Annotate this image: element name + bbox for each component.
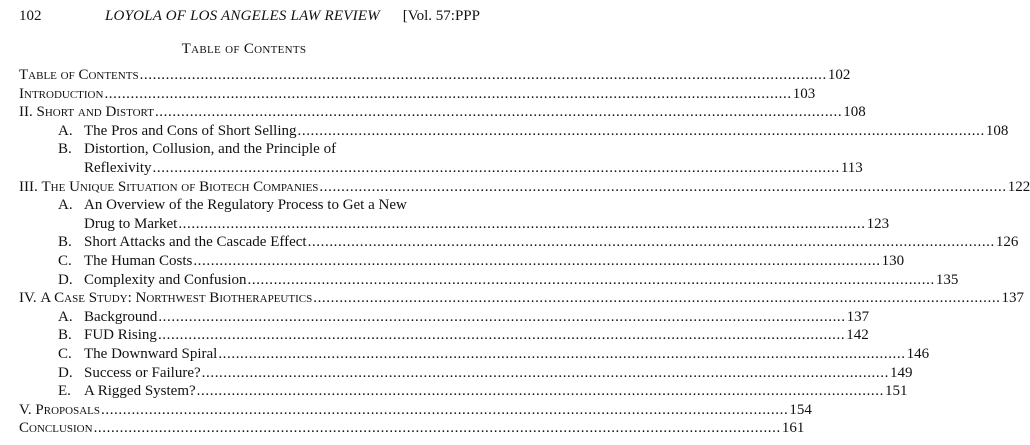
- toc-entry-section-iii-c[interactable]: [19, 252, 905, 271]
- toc-page-number: 126: [995, 234, 1019, 251]
- toc-entry-section-ii[interactable]: [19, 103, 866, 122]
- toc-entry-label: E.: [58, 383, 71, 400]
- dot-leader: [158, 308, 845, 327]
- toc-entry-text: FUD Rising: [84, 327, 157, 344]
- toc-entry-text: The Pros and Cons of Short Selling: [84, 122, 297, 139]
- toc-page-number: 123: [866, 215, 890, 232]
- toc-entry-text: Introduction: [19, 85, 104, 102]
- toc-entry-text: Background: [84, 308, 158, 325]
- toc-entry-label: B.: [58, 327, 72, 344]
- dot-leader: [313, 289, 1000, 308]
- toc-page-number: 154: [789, 401, 812, 418]
- toc-entry-section-ii-a[interactable]: [19, 122, 1009, 141]
- dot-leader: [218, 345, 905, 364]
- table-of-contents: [19, 66, 1030, 438]
- toc-entry-label: A.: [58, 122, 73, 139]
- toc-entry-conclusion[interactable]: [19, 419, 805, 438]
- toc-page-number: 108: [843, 104, 866, 121]
- toc-entry-section-iv-e[interactable]: [19, 382, 908, 401]
- toc-page-number: 103: [792, 85, 816, 102]
- dot-leader: [298, 122, 985, 141]
- toc-entry-section-iv-c[interactable]: [19, 345, 930, 364]
- toc-entry-text: Table of Contents: [19, 67, 139, 83]
- toc-page-number: 130: [881, 252, 905, 269]
- volume-info: [Vol. 57:PPP: [402, 8, 480, 24]
- toc-entry-label: C.: [58, 345, 72, 362]
- dot-leader: [193, 252, 880, 271]
- dot-leader: [319, 178, 1006, 197]
- toc-entry-text: Distortion, Collusion, and the Principle of: [84, 141, 337, 158]
- page-number: 102: [19, 8, 42, 24]
- toc-entry-text: Complexity and Confusion: [84, 271, 247, 288]
- toc-entry-label: A.: [58, 197, 73, 214]
- toc-entry-label: IV.: [19, 290, 37, 307]
- toc-entry-label: B.: [58, 141, 72, 158]
- toc-page-number: 135: [935, 271, 959, 288]
- toc-entry-text: Conclusion: [19, 420, 93, 437]
- dot-leader: [140, 66, 827, 85]
- toc-entry-section-iv-d[interactable]: [19, 364, 913, 383]
- toc-entry-text-continued: Reflexivity: [84, 159, 152, 176]
- dot-leader: [178, 215, 865, 234]
- toc-entry-section-ii-b[interactable]: [19, 140, 863, 177]
- toc-entry-text: Short and Distort: [36, 104, 154, 121]
- toc-entry-section-iii-d[interactable]: [19, 271, 959, 290]
- toc-page-number: 151: [884, 383, 908, 400]
- toc-entry-label: D.: [58, 271, 73, 288]
- toc-entry-table-of-contents[interactable]: [19, 66, 851, 85]
- toc-page-number: 142: [846, 327, 869, 344]
- dot-leader: [101, 401, 788, 420]
- toc-entry-section-iv-b[interactable]: [19, 326, 869, 345]
- toc-entry-text: An Overview of the Regulatory Process to Get a New: [84, 197, 407, 214]
- toc-entry-text: Short Attacks and the Cascade Effect: [84, 234, 307, 251]
- toc-entry-introduction[interactable]: [19, 85, 816, 104]
- journal-title: LOYOLA OF LOS ANGELES LAW REVIEW: [105, 8, 380, 24]
- toc-heading: Table of Contents: [181, 41, 307, 57]
- toc-entry-label: B.: [58, 234, 72, 251]
- toc-entry-text: The Unique Situation of Biotech Companies: [41, 178, 319, 195]
- toc-entry-section-iv[interactable]: [19, 289, 1025, 308]
- dot-leader: [153, 159, 840, 178]
- dot-leader: [308, 233, 995, 252]
- toc-page-number: 122: [1007, 178, 1030, 195]
- dot-leader: [104, 85, 791, 104]
- toc-entry-section-v[interactable]: [19, 401, 812, 420]
- toc-entry-section-iii-a[interactable]: [19, 196, 890, 233]
- toc-entry-text: The Human Costs: [84, 252, 193, 269]
- toc-entry-text: The Downward Spiral: [84, 345, 218, 362]
- toc-entry-section-iii[interactable]: [19, 178, 1030, 197]
- toc-page-number: 161: [781, 420, 805, 437]
- toc-entry-section-iv-a[interactable]: [19, 308, 870, 327]
- toc-entry-label: A.: [58, 308, 73, 325]
- toc-entry-text: A Case Study: Northwest Biotherapeutics: [40, 290, 313, 307]
- toc-page-number: 137: [1001, 290, 1025, 307]
- dot-leader: [158, 326, 845, 345]
- toc-page-number: 137: [846, 308, 870, 325]
- toc-page-number: 149: [889, 364, 913, 381]
- toc-entry-text: A Rigged System?: [84, 383, 196, 400]
- dot-leader: [248, 271, 935, 290]
- dot-leader: [202, 364, 889, 383]
- toc-page-number: 102: [827, 67, 851, 83]
- toc-entry-text: Success or Failure?: [84, 364, 201, 381]
- dot-leader: [94, 419, 781, 438]
- toc-entry-label: C.: [58, 252, 72, 269]
- toc-page-number: 113: [840, 159, 863, 176]
- toc-entry-section-iii-b[interactable]: [19, 233, 1019, 252]
- toc-entry-label: V.: [19, 401, 32, 418]
- toc-entry-label: III.: [19, 178, 38, 195]
- toc-entry-text-continued: Drug to Market: [84, 215, 178, 232]
- toc-entry-text: Proposals: [35, 401, 100, 418]
- dot-leader: [197, 382, 884, 401]
- toc-entry-label: D.: [58, 364, 73, 381]
- toc-page-number: 146: [906, 345, 930, 362]
- toc-page-number: 108: [985, 122, 1009, 139]
- dot-leader: [155, 103, 842, 122]
- toc-entry-label: II.: [19, 104, 33, 121]
